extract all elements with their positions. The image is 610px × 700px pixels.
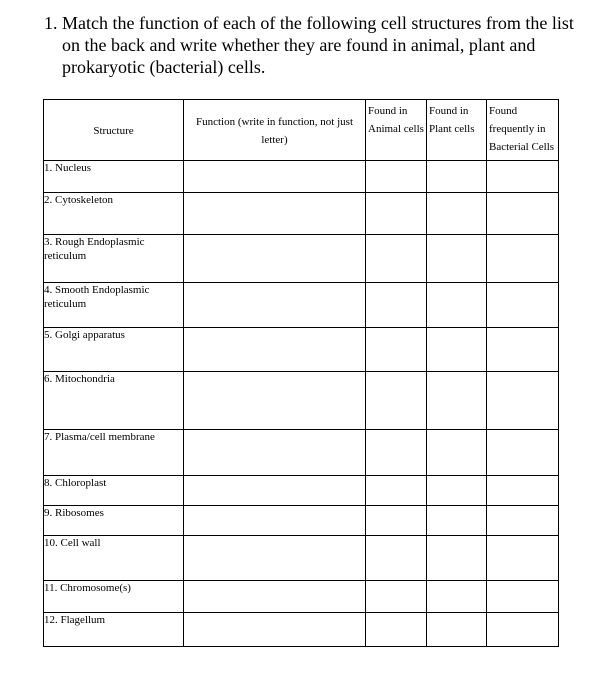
animal-answer-cell[interactable]	[366, 193, 427, 235]
function-answer-cell[interactable]	[184, 476, 366, 506]
structure-cell	[44, 476, 184, 506]
structure-cell	[44, 536, 184, 581]
header-row	[44, 100, 559, 161]
table-row	[44, 235, 559, 283]
structure-label: 6. Mitochondria	[44, 373, 115, 385]
animal-answer-cell[interactable]	[366, 506, 427, 536]
table-row	[44, 283, 559, 328]
table-row	[44, 613, 559, 647]
structure-label: 10. Cell wall	[44, 537, 101, 549]
structure-label: 4. Smooth Endoplasmic reticulum	[44, 284, 150, 310]
cell-structure-table	[43, 99, 559, 647]
animal-answer-cell[interactable]	[366, 372, 427, 430]
animal-answer-cell[interactable]	[366, 328, 427, 372]
header-function: Function (write in function, not just letter)	[184, 100, 366, 161]
structure-label: 8. Chloroplast	[44, 477, 107, 489]
animal-answer-cell[interactable]	[366, 536, 427, 581]
structure-label: 7. Plasma/cell membrane	[44, 431, 155, 443]
plant-answer-cell[interactable]	[427, 235, 487, 283]
structure-cell	[44, 613, 184, 647]
structure-cell	[44, 506, 184, 536]
header-found-bacterial: Found frequently in Bacterial Cells	[487, 100, 559, 161]
function-answer-cell[interactable]	[184, 235, 366, 283]
table-row	[44, 536, 559, 581]
table-row	[44, 430, 559, 476]
bacterial-answer-cell[interactable]	[487, 476, 559, 506]
structure-label: 5. Golgi apparatus	[44, 329, 125, 341]
function-answer-cell[interactable]	[184, 193, 366, 235]
bacterial-answer-cell[interactable]	[487, 506, 559, 536]
function-answer-cell[interactable]	[184, 283, 366, 328]
table-row	[44, 476, 559, 506]
structure-label: 11. Chromosome(s)	[44, 582, 131, 594]
instruction-text: Match the function of each of the following cell structures from the list on the back and write whether they are found in animal, plant and prokaryotic (bacterial) cells.	[62, 13, 574, 77]
animal-answer-cell[interactable]	[366, 161, 427, 193]
structure-label: 9. Ribosomes	[44, 507, 104, 519]
structure-cell	[44, 283, 184, 328]
function-answer-cell[interactable]	[184, 581, 366, 613]
bacterial-answer-cell[interactable]	[487, 430, 559, 476]
structure-label: 1. Nucleus	[44, 162, 92, 174]
animal-answer-cell[interactable]	[366, 235, 427, 283]
table-row	[44, 328, 559, 372]
table-row	[44, 506, 559, 536]
function-answer-cell[interactable]	[184, 372, 366, 430]
bacterial-answer-cell[interactable]	[487, 283, 559, 328]
plant-answer-cell[interactable]	[427, 372, 487, 430]
header-structure: Structure	[44, 100, 184, 161]
animal-answer-cell[interactable]	[366, 476, 427, 506]
animal-answer-cell[interactable]	[366, 430, 427, 476]
table-row	[44, 193, 559, 235]
structure-label: 12. Flagellum	[44, 614, 106, 626]
plant-answer-cell[interactable]	[427, 613, 487, 647]
question-number: 1.	[44, 13, 58, 33]
function-answer-cell[interactable]	[184, 430, 366, 476]
animal-answer-cell[interactable]	[366, 613, 427, 647]
table-row	[44, 581, 559, 613]
function-answer-cell[interactable]	[184, 506, 366, 536]
bacterial-answer-cell[interactable]	[487, 372, 559, 430]
structure-label: 3. Rough Endoplasmic reticulum	[44, 236, 145, 262]
table-row	[44, 161, 559, 193]
bacterial-answer-cell[interactable]	[487, 235, 559, 283]
table-row	[44, 372, 559, 430]
structure-cell	[44, 193, 184, 235]
bacterial-answer-cell[interactable]	[487, 161, 559, 193]
animal-answer-cell[interactable]	[366, 283, 427, 328]
plant-answer-cell[interactable]	[427, 161, 487, 193]
bacterial-answer-cell[interactable]	[487, 328, 559, 372]
plant-answer-cell[interactable]	[427, 283, 487, 328]
plant-answer-cell[interactable]	[427, 193, 487, 235]
function-answer-cell[interactable]	[184, 161, 366, 193]
bacterial-answer-cell[interactable]	[487, 536, 559, 581]
plant-answer-cell[interactable]	[427, 506, 487, 536]
plant-answer-cell[interactable]	[427, 328, 487, 372]
header-found-animal: Found in Animal cells	[366, 100, 427, 161]
header-found-plant: Found in Plant cells	[427, 100, 487, 161]
structure-cell	[44, 235, 184, 283]
structure-cell	[44, 430, 184, 476]
function-answer-cell[interactable]	[184, 328, 366, 372]
bacterial-answer-cell[interactable]	[487, 193, 559, 235]
structure-cell	[44, 161, 184, 193]
function-answer-cell[interactable]	[184, 613, 366, 647]
plant-answer-cell[interactable]	[427, 536, 487, 581]
function-answer-cell[interactable]	[184, 536, 366, 581]
plant-answer-cell[interactable]	[427, 476, 487, 506]
structure-cell	[44, 581, 184, 613]
animal-answer-cell[interactable]	[366, 581, 427, 613]
structure-cell	[44, 328, 184, 372]
bacterial-answer-cell[interactable]	[487, 581, 559, 613]
plant-answer-cell[interactable]	[427, 430, 487, 476]
structure-cell	[44, 372, 184, 430]
instruction-block	[44, 12, 574, 78]
bacterial-answer-cell[interactable]	[487, 613, 559, 647]
plant-answer-cell[interactable]	[427, 581, 487, 613]
structure-label: 2. Cytoskeleton	[44, 194, 114, 206]
